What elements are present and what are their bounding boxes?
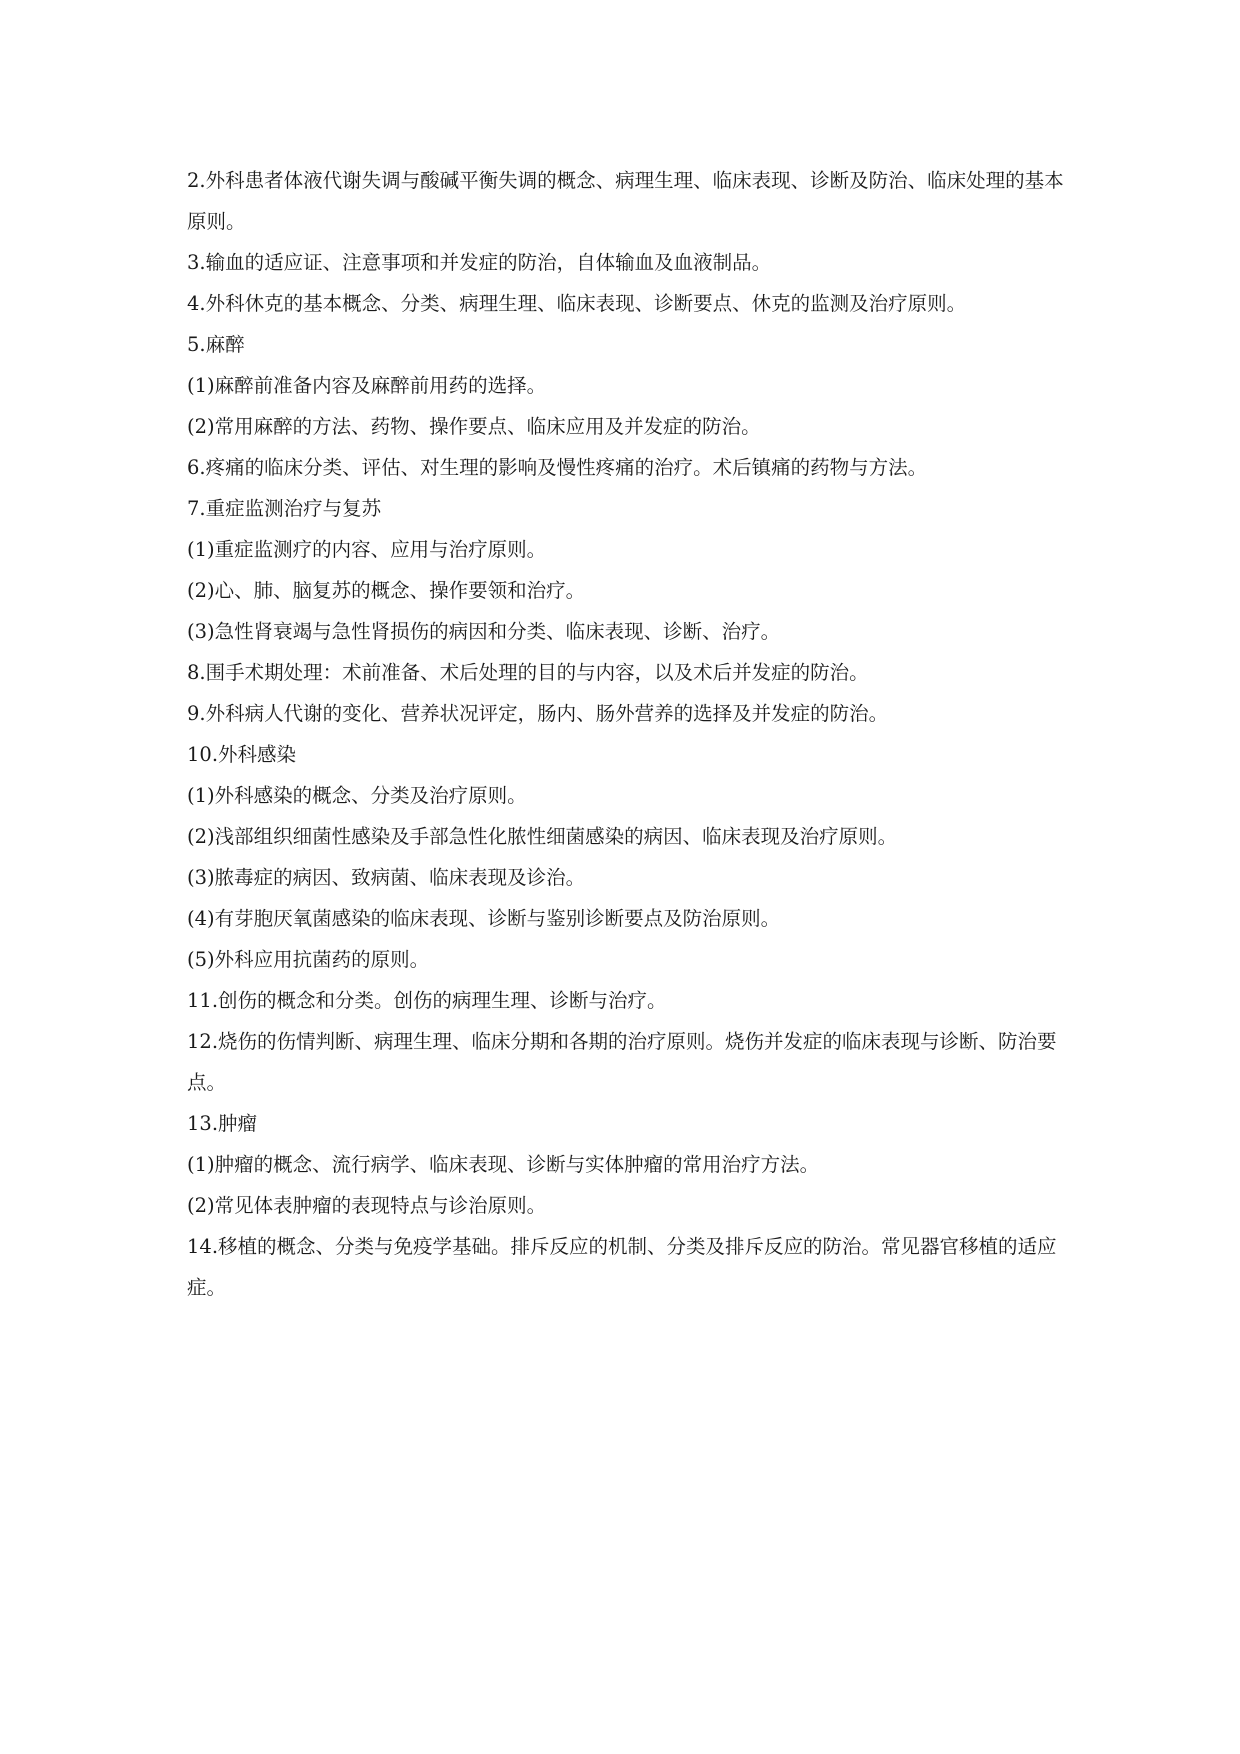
syllabus-list <box>187 160 1067 1308</box>
line-13-1: (1)肿瘤的概念、流行病学、临床表现、诊断与实体肿瘤的常用治疗方法。 <box>187 1153 820 1176</box>
line-5-heading: 5.麻醉 <box>187 333 245 356</box>
line-10-2: (2)浅部组织细菌性感染及手部急性化脓性细菌感染的病因、临床表现及治疗原则。 <box>187 825 898 848</box>
line-10-1: (1)外科感染的概念、分类及治疗原则。 <box>187 784 527 807</box>
line-5-1: (1)麻醉前准备内容及麻醉前用药的选择。 <box>187 374 547 397</box>
line-14: 14.移植的概念、分类与免疫学基础。排斥反应的机制、分类及排斥反应的防治。常见器官移植的适应症。 <box>187 1235 1057 1299</box>
line-5-2: (2)常用麻醉的方法、药物、操作要点、临床应用及并发症的防治。 <box>187 415 761 438</box>
line-2: 2.外科患者体液代谢失调与酸碱平衡失调的概念、病理生理、临床表现、诊断及防治、临床处理的基本原则。 <box>187 169 1064 233</box>
line-7-heading: 7.重症监测治疗与复苏 <box>187 497 382 520</box>
line-6: 6.疼痛的临床分类、评估、对生理的影响及慢性疼痛的治疗。术后镇痛的药物与方法。 <box>187 456 928 479</box>
line-7-3: (3)急性肾衰竭与急性肾损伤的病因和分类、临床表现、诊断、治疗。 <box>187 620 781 643</box>
line-13-heading: 13.肿瘤 <box>187 1112 258 1135</box>
line-10-4: (4)有芽胞厌氧菌感染的临床表现、诊断与鉴别诊断要点及防治原则。 <box>187 907 781 930</box>
line-11: 11.创伤的概念和分类。创伤的病理生理、诊断与治疗。 <box>187 989 667 1012</box>
line-7-1: (1)重症监测疗的内容、应用与治疗原则。 <box>187 538 547 561</box>
line-4: 4.外科休克的基本概念、分类、病理生理、临床表现、诊断要点、休克的监测及治疗原则。 <box>187 292 967 315</box>
line-7-2: (2)心、肺、脑复苏的概念、操作要领和治疗。 <box>187 579 586 602</box>
line-10-3: (3)脓毒症的病因、致病菌、临床表现及诊治。 <box>187 866 586 889</box>
line-12: 12.烧伤的伤情判断、病理生理、临床分期和各期的治疗原则。烧伤并发症的临床表现与诊断、防治要点。 <box>187 1030 1057 1094</box>
line-9: 9.外科病人代谢的变化、营养状况评定，肠内、肠外营养的选择及并发症的防治。 <box>187 702 889 725</box>
line-10-5: (5)外科应用抗菌药的原则。 <box>187 948 430 971</box>
line-3: 3.输血的适应证、注意事项和并发症的防治，自体输血及血液制品。 <box>187 251 772 274</box>
line-8: 8.围手术期处理：术前准备、术后处理的目的与内容，以及术后并发症的防治。 <box>187 661 869 684</box>
line-13-2: (2)常见体表肿瘤的表现特点与诊治原则。 <box>187 1194 547 1217</box>
line-10-heading: 10.外科感染 <box>187 743 297 766</box>
